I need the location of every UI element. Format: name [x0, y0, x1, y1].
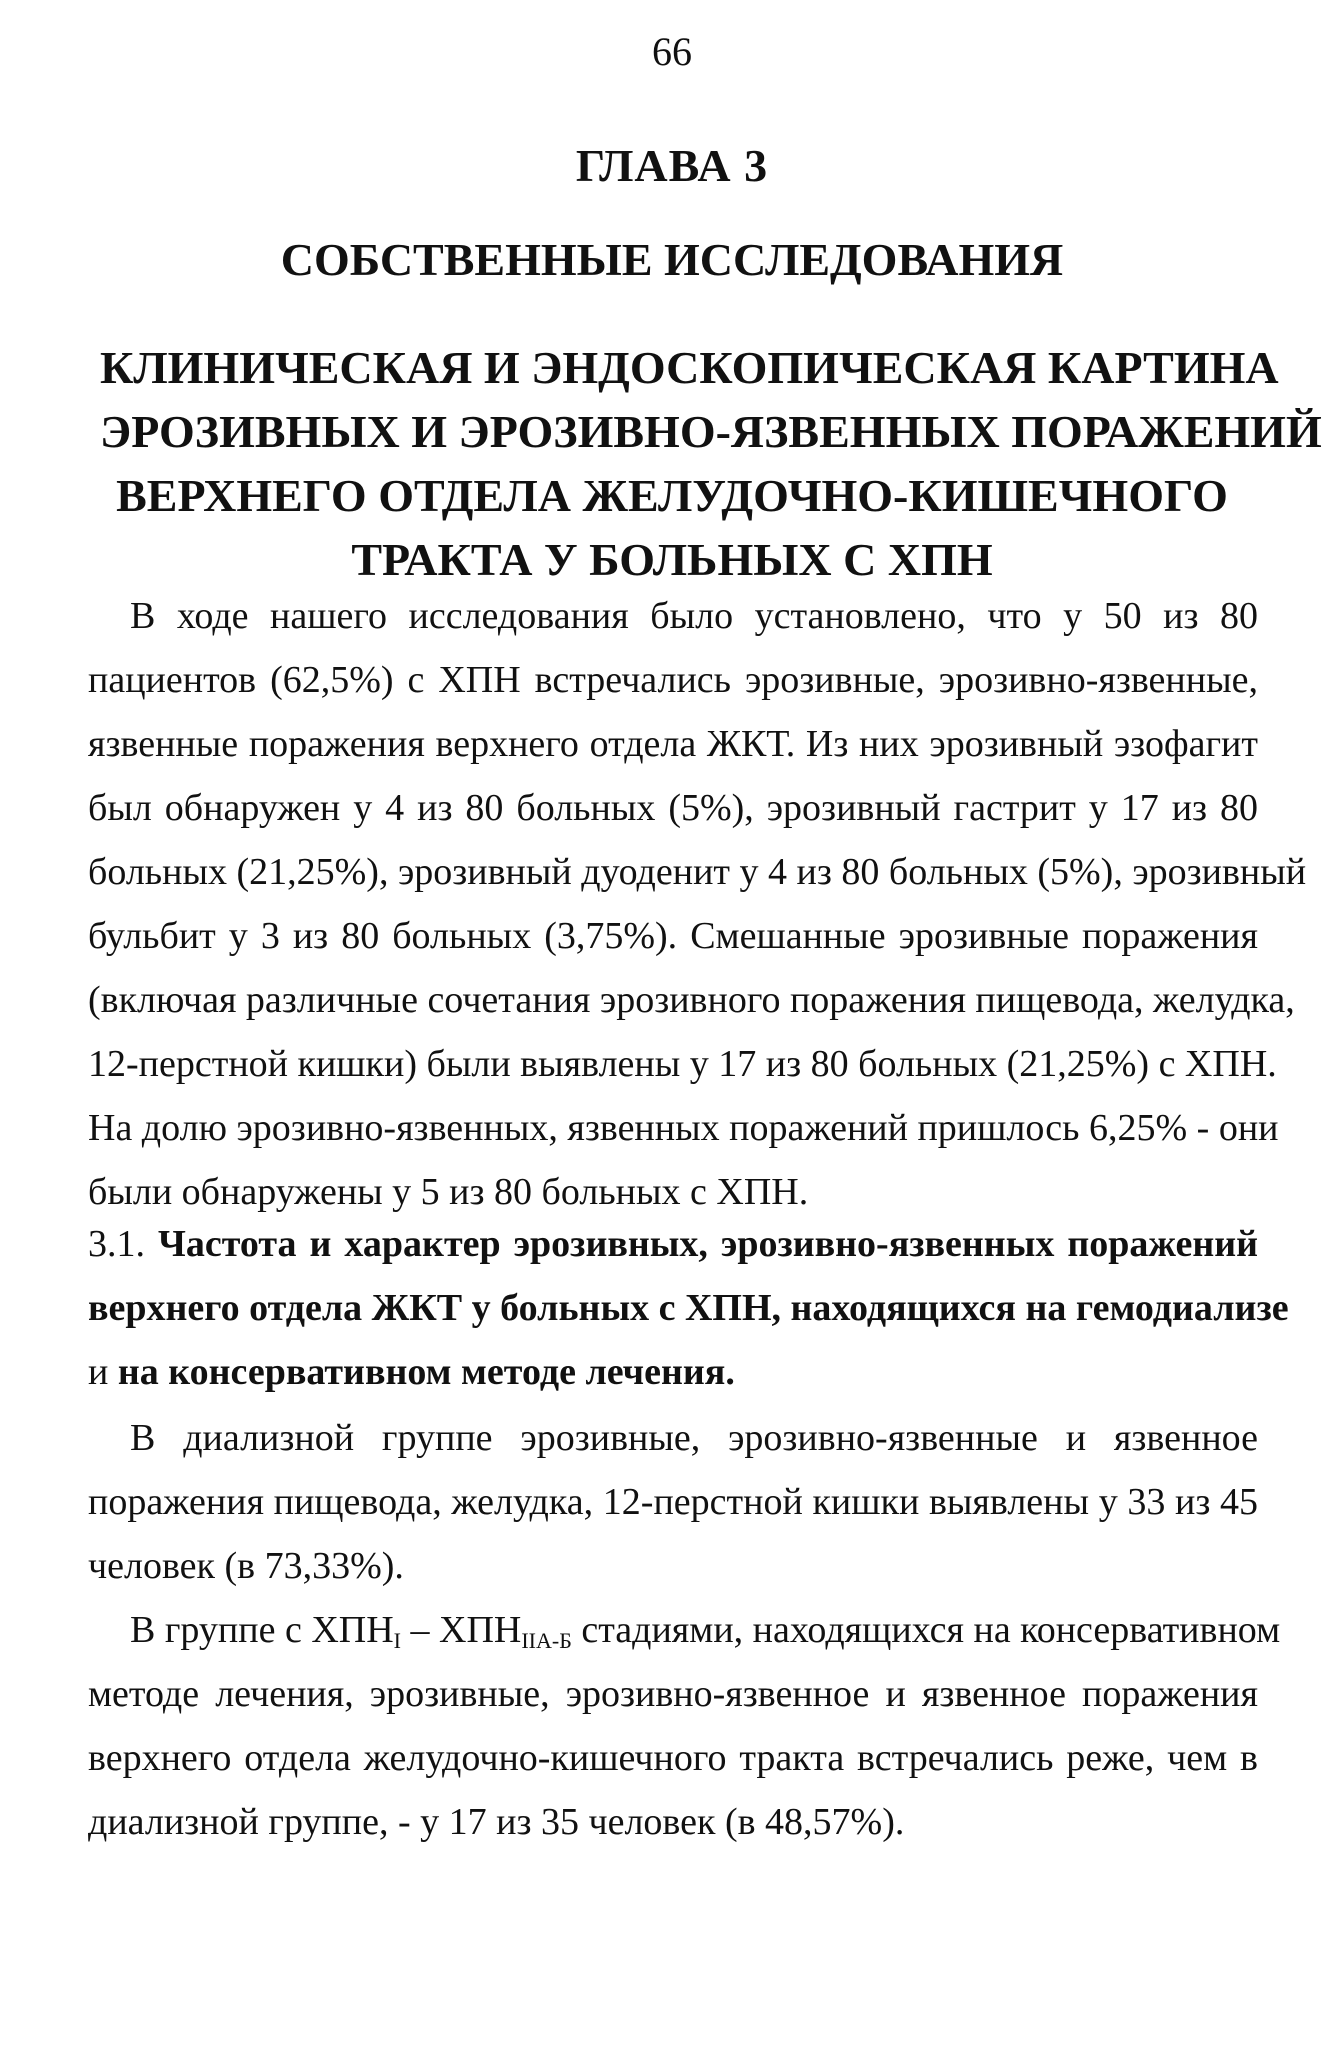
- text-line: В диализной группе эрозивные, эрозивно-язвенные и язвенное: [130, 1417, 1258, 1459]
- paragraph-3: [88, 1598, 1281, 1854]
- text-line: поражения пищевода, желудка, 12-перстной кишки выявлены у 33 из 45: [88, 1481, 1258, 1523]
- text-line: методе лечения, эрозивные, эрозивно-язвенное и язвенное поражения: [88, 1673, 1258, 1715]
- section-title-line: КЛИНИЧЕСКАЯ И ЭНДОСКОПИЧЕСКАЯ КАРТИНА: [100, 342, 1279, 393]
- section-heading-text: Частота и характер эрозивных, эрозивно-язвенных поражений: [158, 1223, 1258, 1265]
- text-line: 12-перстной кишки) были выявлены у 17 из 80 больных (21,25%) с ХПН.: [88, 1043, 1277, 1085]
- text-fragment: стадиями, находящихся на консервативном: [571, 1609, 1281, 1651]
- text-line: верхнего отдела желудочно-кишечного тракта встречались реже, чем в: [88, 1737, 1258, 1779]
- chapter-heading: ГЛАВА 3: [575, 140, 769, 191]
- text-line: язвенные поражения верхнего отдела ЖКТ. Из них эрозивный эзофагит: [88, 723, 1258, 765]
- section-heading-prefix: и: [88, 1351, 109, 1393]
- section-title-line: ВЕРХНЕГО ОТДЕЛА ЖЕЛУДОЧНО-КИШЕЧНОГО: [116, 470, 1228, 521]
- text-fragment: – ХПН: [401, 1609, 522, 1651]
- section-title: [100, 336, 1322, 592]
- stage-subscript: IIА-Б: [521, 1628, 572, 1653]
- text-line: человек (в 73,33%).: [88, 1545, 404, 1587]
- text-line: диализной группе, - у 17 из 35 человек (в 48,57%).: [88, 1801, 905, 1843]
- text-line: На долю эрозивно-язвенных, язвенных поражений пришлось 6,25% - они: [88, 1107, 1279, 1149]
- section-heading-line: [88, 1212, 1258, 1276]
- text-fragment: В группе с ХПН: [130, 1609, 394, 1651]
- text-line: В ходе нашего исследования было установлено, что у 50 из 80: [130, 595, 1258, 637]
- paragraph-1: [88, 584, 1307, 1224]
- section-number: 3.1.: [88, 1223, 145, 1265]
- section-title-line: ЭРОЗИВНЫХ И ЭРОЗИВНО-ЯЗВЕННЫХ ПОРАЖЕНИЙ: [100, 406, 1322, 457]
- section-heading-line: верхнего отдела ЖКТ у больных с ХПН, находящихся на гемодиализе: [88, 1287, 1289, 1329]
- stage-subscript: I: [393, 1628, 401, 1653]
- section-3-1-heading: [88, 1212, 1289, 1404]
- text-line: (включая различные сочетания эрозивного поражения пищевода, желудка,: [88, 979, 1295, 1021]
- text-line: бульбит у 3 из 80 больных (3,75%). Смешанные эрозивные поражения: [88, 915, 1258, 957]
- section-heading-text: на консервативном методе лечения.: [117, 1351, 735, 1393]
- section-title-line: ТРАКТА У БОЛЬНЫХ С ХПН: [351, 534, 993, 585]
- paragraph-2: [88, 1406, 1258, 1598]
- chapter-subtitle: СОБСТВЕННЫЕ ИССЛЕДОВАНИЯ: [280, 234, 1064, 285]
- text-line: [88, 1598, 1281, 1662]
- text-line: был обнаружен у 4 из 80 больных (5%), эрозивный гастрит у 17 из 80: [88, 787, 1258, 829]
- page-number: 66: [652, 29, 692, 74]
- section-heading-line: [88, 1340, 1258, 1404]
- text-line: пациентов (62,5%) с ХПН встречались эрозивные, эрозивно-язвенные,: [88, 659, 1258, 701]
- text-line: больных (21,25%), эрозивный дуоденит у 4 из 80 больных (5%), эрозивный: [88, 851, 1307, 893]
- text-line: были обнаружены у 5 из 80 больных с ХПН.: [88, 1171, 809, 1213]
